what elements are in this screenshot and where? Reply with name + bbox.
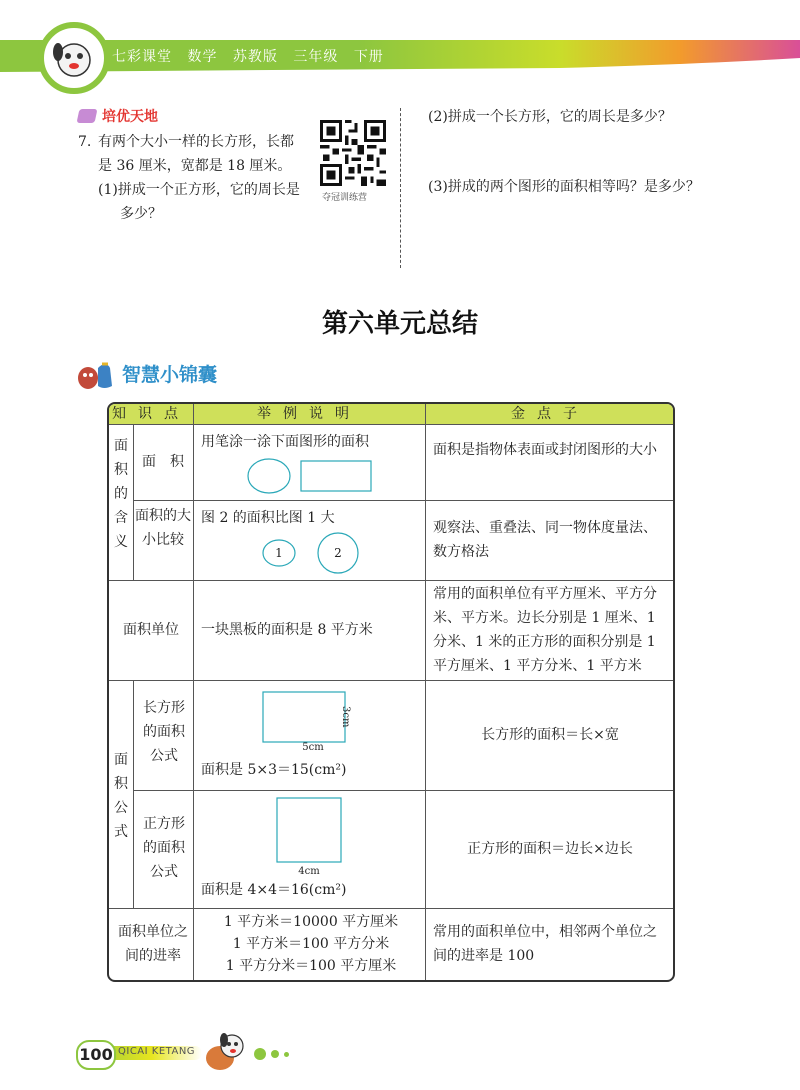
area-tip: 面积是指物体表面或封闭图形的大小: [433, 442, 657, 458]
wisdom-title: 智慧小锦囊: [122, 363, 218, 386]
rates-label: 面积单位之间的进率: [118, 924, 188, 964]
compare-tip: 观察法、重叠法、同一物体度量法、数方格法: [433, 520, 657, 560]
rates-tip: 常用的面积单位中，相邻两个单位之间的进率是 100: [433, 924, 657, 964]
header-knowledge: 知识点: [109, 404, 193, 424]
units-tip: 常用的面积单位有平方厘米、平方分米、平方米。边长分别是 1 厘米、1 分米、1 米的正方形的面积分别是 1 平方厘米、1 平方分米、1 平方米: [433, 586, 657, 674]
square-formula-label: 正方形的面积公式: [143, 816, 185, 880]
compare-label: 面积的大小比较: [135, 508, 191, 548]
eraser-icon: [77, 109, 98, 123]
header-subject: 数学: [187, 49, 218, 65]
question-3: (3)拼成的两个图形的面积相等吗？是多少？: [428, 179, 700, 195]
square-diagram: [269, 794, 349, 864]
area-label: 面 积: [142, 454, 184, 470]
rect-calc: 面积是 5×3＝15(cm²): [201, 762, 347, 778]
formula-group-text: 面积公式: [114, 752, 128, 840]
money-bag-icon: [76, 356, 114, 390]
page-number: 100: [76, 1040, 116, 1070]
square-side-label: 4cm: [298, 866, 320, 877]
footer-dots: [254, 1048, 289, 1060]
problem-line-2: 是 36 厘米，宽都是 18 厘米。: [98, 158, 292, 174]
rect-tip: 长方形的面积＝长×宽: [481, 727, 619, 743]
grid-line: [193, 404, 194, 982]
rates-line-3: 1 平方分米＝100 平方厘米: [225, 958, 397, 974]
question-1-line-2: 多少？: [120, 206, 162, 222]
unit-title: 第六单元总结: [321, 309, 478, 339]
area-example: 用笔涂一涂下面图形的面积: [201, 434, 369, 450]
section-label: 培优天地: [102, 109, 158, 125]
qr-code-icon[interactable]: [320, 120, 386, 186]
square-calc: 面积是 4×4＝16(cm²): [201, 882, 347, 898]
rect-width-label: 5cm: [302, 742, 324, 753]
wisdom-heading: [76, 356, 217, 390]
dot-icon: [284, 1052, 289, 1057]
area-shapes: [239, 456, 379, 496]
square-figure: [277, 798, 341, 862]
mascot-logo-icon: [38, 22, 110, 94]
footer-brand: QICAI KETANG: [118, 1046, 196, 1057]
mascot-icon: [202, 1028, 250, 1076]
dot-icon: [254, 1048, 266, 1060]
grid-line: [133, 500, 675, 501]
rates-line-1: 1 平方米＝10000 平方厘米: [223, 914, 399, 930]
qr-label: 夺冠训练营: [322, 193, 368, 203]
column-divider: [400, 108, 401, 268]
oval-shape: [248, 459, 290, 493]
rect-height-label: 3cm: [340, 706, 351, 728]
header-grade: 三年级: [293, 49, 339, 65]
problem-number: 7.: [78, 134, 92, 150]
header-example: 举例说明: [193, 404, 425, 424]
compare-example: 图 2 的面积比图 1 大: [201, 510, 335, 526]
rectangle-shape: [301, 461, 371, 491]
rates-line-2: 1 平方米＝100 平方分米: [232, 936, 390, 952]
question-2: (2)拼成一个长方形，它的周长是多少？: [428, 109, 672, 125]
grid-line: [133, 680, 134, 908]
units-label: 面积单位: [123, 622, 179, 638]
problem-7: [78, 130, 318, 226]
dot-icon: [271, 1050, 279, 1058]
figure-1-label: 1: [275, 546, 283, 560]
header-series: 七彩课堂: [112, 49, 172, 65]
header-edition: 苏教版: [232, 49, 278, 65]
header-volume: 下册: [353, 49, 384, 65]
question-1-line-1: (1)拼成一个正方形，它的周长是: [98, 182, 300, 198]
square-tip: 正方形的面积＝边长×边长: [467, 841, 633, 857]
meaning-group-text: 面积的含义: [114, 438, 128, 550]
summary-table: [107, 402, 675, 982]
formula-group-label: [111, 748, 131, 844]
problem-line-1: 有两个大小一样的长方形，长都: [98, 134, 294, 150]
figure-2-label: 2: [334, 546, 342, 560]
header-tips: 金点子: [425, 404, 675, 424]
section-tag: [78, 106, 158, 126]
units-example: 一块黑板的面积是 8 平方米: [201, 622, 373, 638]
meaning-group-label: [111, 434, 131, 554]
rect-formula-label: 长方形的面积公式: [143, 700, 185, 764]
